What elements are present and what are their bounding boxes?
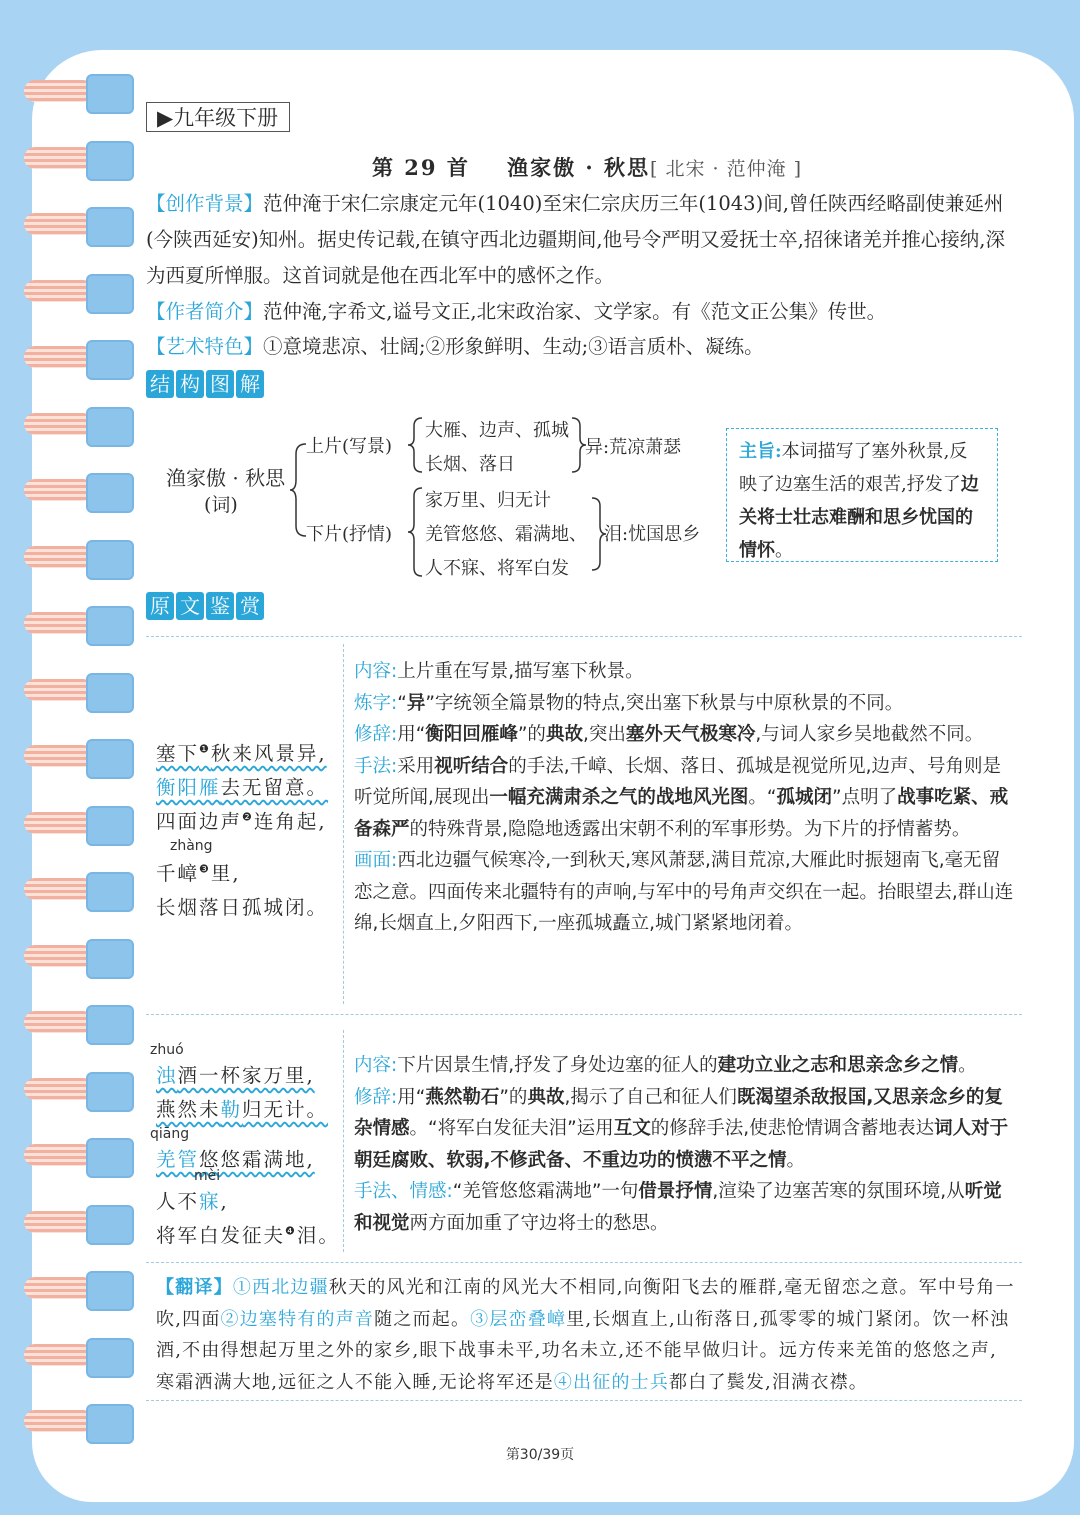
- poem-title: [372, 152, 802, 182]
- poem-line: 羌管悠悠霜满地,: [156, 1148, 315, 1171]
- theme-text: 本词描写了塞外秋景,反映了边塞生活的艰苦,抒发了: [739, 441, 968, 495]
- poem-line: 浊酒一杯家万里,: [156, 1064, 315, 1087]
- diagram-upper-result: 异:荒凉萧瑟: [585, 437, 682, 458]
- structure-heading-char: 图: [206, 370, 234, 398]
- binding-ring: [24, 872, 112, 908]
- author-paragraph: [146, 294, 1022, 330]
- original-heading-char: 鉴: [206, 592, 234, 620]
- divider: [146, 1400, 1022, 1401]
- background-paragraph: [146, 186, 1022, 294]
- diagram-lower-result: 泪:忧国思乡: [604, 524, 701, 545]
- spiral-binding: [0, 0, 120, 1515]
- pinyin: zhuó: [150, 1042, 184, 1058]
- analysis-lower: [354, 1050, 1014, 1239]
- art-paragraph: [146, 329, 1022, 365]
- pinyin: zhàng: [170, 838, 213, 854]
- divider: [146, 1262, 1022, 1263]
- theme-box: [726, 428, 998, 562]
- art-tag: 【艺术特色】: [146, 335, 264, 358]
- binding-ring: [24, 1005, 112, 1041]
- binding-ring: [24, 806, 112, 842]
- background-tag: 【创作背景】: [146, 192, 264, 215]
- poem-line: 千嶂$^❸$里,: [156, 862, 241, 885]
- diagram-lower: 下片(抒情): [306, 524, 393, 545]
- diagram-upper-item: 大雁、边声、孤城: [425, 420, 569, 441]
- analysis-technique: 手法:采用视听结合的手法,千嶂、长烟、落日、孤城是视觉所见,边声、号角则是听觉所闻,展现出一幅充满肃杀之气的战地风光图。“孤城闭”点明了战事吃紧、戒备森严的特殊背景,隐隐地透露出宋朝不利的军事形势。为下片的抒情蓄势。: [354, 755, 1009, 840]
- binding-ring: [24, 1072, 112, 1108]
- grade-label: ▶九年级下册: [146, 102, 290, 132]
- poem-name: 渔家傲 · 秋思: [507, 155, 651, 180]
- analysis-content: 内容:上片重在写景,描写塞下秋景。: [354, 661, 644, 682]
- poem-line: 燕然未勒归无计。: [156, 1098, 329, 1121]
- binding-ring: [24, 1271, 112, 1307]
- diagram-upper-brace: [406, 416, 426, 474]
- diagram-root: 渔家傲 · 秋思: [166, 466, 286, 490]
- author-text: 范仲淹,字希文,谥号文正,北宋政治家、文学家。有《范文正公集》传世。: [263, 300, 887, 323]
- poem-line: 长烟落日孤城闭。: [156, 896, 329, 919]
- column-divider: [343, 1030, 344, 1252]
- binding-ring: [24, 606, 112, 642]
- original-heading-char: 文: [176, 592, 204, 620]
- diagram-lower-item: 人不寐、将军白发: [425, 558, 569, 579]
- analysis-word: 炼字:“异”字统领全篇景物的特点,突出塞下秋景与中原秋景的不同。: [354, 692, 904, 714]
- diagram-lower-item: 家万里、归无计: [425, 490, 551, 511]
- binding-ring: [24, 274, 112, 310]
- original-heading-char: 赏: [236, 592, 264, 620]
- translation: 【翻译】①西北边疆秋天的风光和江南的风光大不相同,向衡阳飞去的雁群,毫无留恋之意。军中号角一吹,四面②边塞特有的声音随之而起。③层峦叠嶂里,长烟直上,山衔落日,孤零零的城门紧闭。饮一杯浊酒,不由得想起万里之外的家乡,眼下战事未平,功名未立,还不能早做归计。远方传来羌笛的悠悠之声,寒霜洒满大地,远征之人不能入睡,无论将军还是④出征的士兵都白了鬓发,泪满衣襟。: [156, 1277, 1015, 1393]
- analysis-picture: 画面:西北边疆气候寒冷,一到秋天,寒风萧瑟,满目荒凉,大雁此时振翅南飞,毫无留恋之意。四面传来北疆特有的声响,与军中的号角声交织在一起。抬眼望去,群山连绵,长烟直上,夕阳西下,一座孤城矗立,城门紧紧地闭着。: [354, 850, 1014, 934]
- poem-source: [ 北宋 · 范仲淹 ]: [650, 158, 803, 180]
- binding-ring: [24, 540, 112, 576]
- binding-ring: [24, 1138, 112, 1174]
- poem-line: 四面边声$^❷$连角起,: [156, 810, 327, 833]
- poem-line: 将军白发征夫$^❹$泪。: [156, 1224, 340, 1247]
- binding-ring: [24, 673, 112, 709]
- diagram-lower-brace: [406, 486, 426, 578]
- theme-tag: 主旨:: [739, 441, 782, 462]
- translation-tag: 【翻译】: [156, 1277, 233, 1298]
- pinyin: qiāng: [150, 1126, 190, 1142]
- binding-ring: [24, 1404, 112, 1440]
- structure-heading-char: 构: [176, 370, 204, 398]
- analysis-upper: [354, 656, 1014, 940]
- binding-ring: [24, 407, 112, 443]
- structure-heading-char: 结: [146, 370, 174, 398]
- poem-line: 塞下$^❶$秋来风景异,: [156, 742, 327, 765]
- poem-number: 第 29 首: [372, 155, 470, 180]
- binding-ring: [24, 207, 112, 243]
- binding-ring: [24, 340, 112, 376]
- binding-ring: [24, 1205, 112, 1241]
- analysis-rhetoric: 修辞:用“燕然勒石”的典故,揭示了自己和征人们既渴望杀敌报国,又思亲念乡的复杂情感。“将军白发征夫泪”运用互文的修辞手法,使悲怆情调含蓄地表达词人对于朝廷腐败、软弱,不修武备、不重边功的愤懑不平之情。: [354, 1086, 1009, 1171]
- diagram-lower-item: 羌管悠悠、霜满地、: [425, 524, 587, 545]
- theme-bold: 边关将士壮志难酬和思乡忧国的情怀: [739, 474, 979, 561]
- diagram-upper: 上片(写景): [306, 436, 393, 457]
- divider: [146, 1014, 1022, 1015]
- binding-ring: [24, 141, 112, 177]
- column-divider: [343, 644, 344, 1004]
- background-text: 范仲淹于宋仁宗康定元年(1040)至宋仁宗庆历三年(1043)间,曾任陕西经略副使兼延州(今陕西延安)知州。据史传记载,在镇守西北边疆期间,他号令严明又爱抚士卒,招徕诸羌并推心接纳,深为西夏所惮服。这首词就是他在西北军中的感怀之作。: [146, 192, 1006, 287]
- binding-ring: [24, 473, 112, 509]
- original-heading: [146, 592, 264, 620]
- art-text: ①意境悲凉、壮阔;②形象鲜明、生动;③语言质朴、凝练。: [263, 335, 764, 358]
- analysis-technique: 手法、情感:“羌管悠悠霜满地”一句借景抒情,渲染了边塞苦寒的氛围环境,从听觉和视觉两方面加重了守边将士的愁思。: [354, 1181, 1002, 1234]
- binding-ring: [24, 739, 112, 775]
- diagram-root-sub: (词): [204, 494, 238, 516]
- binding-ring: [24, 74, 112, 110]
- original-heading-char: 原: [146, 592, 174, 620]
- pinyin: mèi: [194, 1168, 221, 1184]
- diagram-upper-item: 长烟、落日: [425, 454, 515, 475]
- binding-ring: [24, 939, 112, 975]
- analysis-rhetoric: 修辞:用“衡阳回雁峰”的典故,突出塞外天气极寒冷,与词人家乡吴地截然不同。: [354, 724, 984, 745]
- theme-end: 。: [775, 540, 793, 561]
- structure-heading: [146, 370, 264, 398]
- divider: [146, 636, 1022, 637]
- author-tag: 【作者简介】: [146, 300, 264, 323]
- poem-line: 衡阳雁去无留意。: [156, 776, 329, 799]
- binding-ring: [24, 1338, 112, 1374]
- analysis-content: 内容:下片因景生情,抒发了身处边塞的征人的建功立业之志和思亲念乡之情。: [354, 1055, 977, 1076]
- poem-line: 人不寐,: [156, 1190, 229, 1213]
- page-number: 第30/39页: [505, 1447, 575, 1463]
- structure-heading-char: 解: [236, 370, 264, 398]
